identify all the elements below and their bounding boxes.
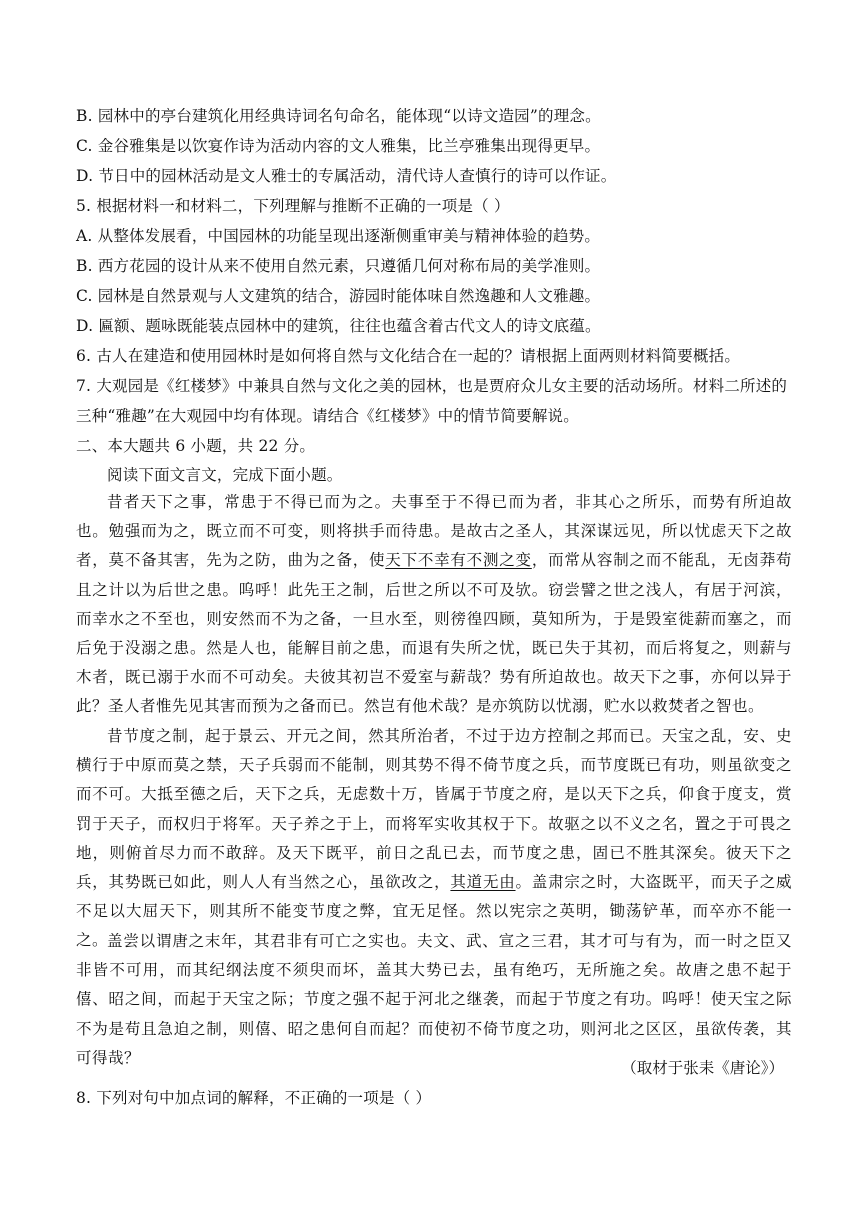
passage-text: 昔节度之制，起于景云、开元之间，然其所治者，不过于边方控制之邦而已。天宝之乱，安、史横行于中原而莫之禁，天子兵弱而不能制，则其势不得不倚节度之兵，而节度既已有功，则虽欲变之而不可。大抵至德之后，天下之兵，无虑数十万，皆属于节度之府，是以天下之兵，仰食于度支，赏罚于天子，而权归于将军。天子养之于上，而将军实收其权于下。故驱之以不义之名，置之于可畏之地，则俯首尽力而不敢辞。及天下既平，前日之乱已去，而节度之患，固已不胜其深矣。彼天下之兵，其势既已如此，则人人有当然之心，虽欲改之， bbox=[76, 727, 792, 892]
passage-source: （取材于张耒《唐论》） bbox=[621, 1059, 784, 1077]
option-5b[interactable]: B. 西方花园的设计从来不使用自然元素，只遵循几何对称布局的美学准则。 bbox=[76, 257, 601, 275]
passage-paragraph-1 bbox=[76, 488, 792, 722]
passage-paragraph-2 bbox=[76, 722, 792, 956]
question-7-line2: 三种“雅趣”在大观园中均有体现。请结合《红楼梦》中的情节简要解说。 bbox=[76, 407, 579, 425]
underlined-phrase: 天下不幸有不测之变 bbox=[385, 551, 532, 570]
option-5d[interactable]: D. 匾额、题咏既能装点园林中的建筑，往往也蕴含着古代文人的诗文底蕴。 bbox=[76, 317, 601, 335]
option-5c[interactable]: C. 园林是自然景观与人文建筑的结合，游园时能体味自然逸趣和人文雅趣。 bbox=[76, 287, 601, 305]
question-8: 8. 下列对句中加点词的解释，不正确的一项是（ ） bbox=[76, 1089, 432, 1107]
question-5: 5. 根据材料一和材料二，下列理解与推断不正确的一项是（ ） bbox=[76, 197, 510, 215]
passage-text: 。盖肃宗之时，大盗既平，而天子之威不足以大屈天下，则其所不能变节度之弊，宜无足怪。然以宪宗之英明，锄荡铲革，而卒亦不能一之。 bbox=[76, 873, 792, 950]
passage-paragraph-3: 盖尝以谓唐之末年，其君非有可亡之实也。夫文、武、宣之三君，其才可与有为，而一时之臣又非皆不可用，而其纪纲法度不须臾而坏，盖其大势已去，虽有绝巧，无所施之矣。故唐之患不起于僖、昭之间，而起于天宝之际；节度之强不起于河北之继袭，而起于节度之有功。呜呼！使天宝之际不为是苟且急迫之制，则僖、昭之患何自而起？而使初不倚节度之功，则河北之区区，虽欲传袭，其可得哉？ bbox=[76, 932, 792, 1067]
reading-instruction: 阅读下面文言文，完成下面小题。 bbox=[107, 466, 343, 484]
question-6: 6. 古人在建造和使用园林时是如何将自然与文化结合在一起的？请根据上面两则材料简要概括。 bbox=[76, 347, 741, 365]
option-4b[interactable]: B. 园林中的亭台建筑化用经典诗词名句命名，能体现“以诗文造园”的理念。 bbox=[76, 107, 601, 125]
option-5a[interactable]: A. 从整体发展看，中国园林的功能呈现出逐渐侧重审美与精神体验的趋势。 bbox=[76, 227, 601, 245]
passage-text: 昔者天下之事，常患于不得已而为之。夫事至于不得已而为者，非其心之所乐，而势有所迫故也。勉强而为之，既立而不可变，则将拱手而待患。是故古之圣人，其深谋远见，所以忧虑天下之故者，莫不备其害，先为之防，曲为之备，使 bbox=[76, 493, 792, 570]
question-7-line1: 7. 大观园是《红楼梦》中兼具自然与文化之美的园林，也是贾府众儿女主要的活动场所。材料二所述的 bbox=[76, 377, 788, 395]
section-heading: 二、本大题共 6 小题，共 22 分。 bbox=[76, 437, 316, 455]
option-4c[interactable]: C. 金谷雅集是以饮宴作诗为活动内容的文人雅集，比兰亭雅集出现得更早。 bbox=[76, 137, 601, 155]
underlined-phrase: 其道无由 bbox=[450, 873, 516, 892]
passage-text: ，而常从容制之而不能乱，无卤莽苟且之计以为后世之患。呜呼！此先王之制，后世之所以不可及欤。窃尝譬之世之浅人，有居于河滨，而幸水之不至也，则安然而不为之备，一旦水至，则徬徨四顾，莫知所为，于是毁室徙薪而塞之，而后免于没溺之患。然是人也，能解目前之患，而退有失所之忧，既已失于其初，而后将复之，则薪与木者，既已溺于水而不可动矣。夫彼其初岂不爱室与薪哉？势有所迫故也。故天下之事，亦何以异于此？圣人者惟先见其害而预为之备而已。然岂有他术哉？是亦筑防以忧溺，贮水以救焚者之智也。 bbox=[76, 551, 792, 716]
option-4d[interactable]: D. 节日中的园林活动是文人雅士的专属活动，清代诗人查慎行的诗可以作证。 bbox=[76, 167, 617, 185]
